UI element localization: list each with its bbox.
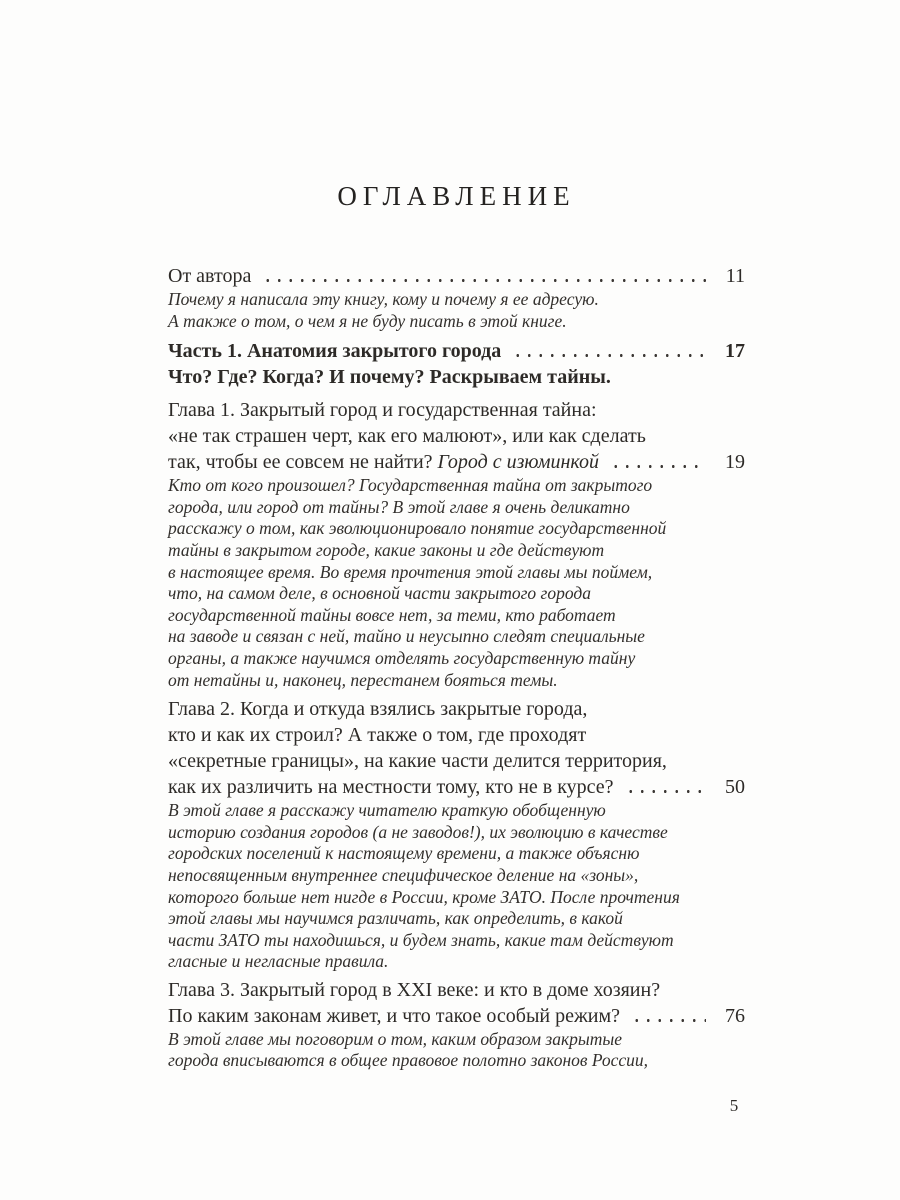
toc-entry-chapter3 [168,977,745,1072]
page-title: ОГЛАВЛЕНИЕ [337,181,576,211]
toc-entry-chapter2 [168,696,745,973]
entry-page-number: 17 [725,340,745,363]
entry-annotation [168,1029,745,1072]
annotation-line: на заводе и связан с ней, тайно и неусыпно следят специальные [168,626,645,647]
annotation-line: Кто от кого произошел? Государственная тайна от закрытого [168,475,653,496]
entry-label: От автора [168,265,252,287]
annotation-line: гласные и негласные правила. [168,951,389,972]
entry-annotation [168,289,745,332]
chapter-heading-line: Глава 1. Закрытый город и государственная тайна: [168,399,597,422]
toc-row [168,449,745,475]
annotation-line: А также о том, о чем я не буду писать в этой книге. [168,310,567,331]
annotation-line: Почему я написала эту книгу, кому и почему я ее адресую. [168,289,599,309]
entry-page-number: 11 [725,265,745,287]
toc-entry-part1 [168,338,745,390]
dot-leader [610,465,706,468]
annotation-line: города вписываются в общее правовое полотно законов России, [168,1050,649,1071]
annotation-line: тайны в закрытом городе, какие законы и где действуют [168,539,605,560]
chapter-heading-line: кто и как их строил? А также о том, где проходят [168,724,587,747]
annotation-line: расскажу о том, как эволюционировало понятие государственной [168,518,667,539]
chapter-heading-line: Глава 3. Закрытый город в XXI веке: и кто в доме хозяин? [168,978,661,1001]
annotation-line: города, или город от тайны? В этой главе я очень деликатно [168,496,630,517]
annotation-line: В этой главе мы поговорим о том, каким образом закрытые [168,1028,623,1049]
annotation-line: которого больше нет нигде в России, кроме ЗАТО. После прочтения [168,886,680,907]
dot-leader [262,279,706,282]
entry-annotation [168,475,745,691]
annotation-line: историю создания городов (а не заводов!), их эволюцию в качестве [168,821,668,842]
toc-row [168,263,745,289]
dot-leader [631,1019,706,1022]
chapter-heading-line: Глава 2. Когда и откуда взялись закрытые города, [168,698,588,721]
annotation-line: части ЗАТО ты находишься, и будем знать, какие там действуют [168,929,674,950]
annotation-line: государственной тайны вовсе нет, за теми, кто работает [168,604,616,625]
part-subtitle: Что? Где? Когда? И почему? Раскрываем тайны. [168,366,611,389]
toc-entry-author [168,263,745,332]
entry-label: Часть 1. Анатомия закрытого города [168,340,502,363]
chapter-heading-line: По каким законам живет, и что такое особый режим? [168,1004,621,1027]
folio-page-number: 5 [729,1096,739,1115]
annotation-line: органы, а также научимся отделять государственную тайну [168,647,636,668]
toc-entry-chapter1 [168,397,745,691]
entry-annotation [168,800,745,973]
dot-leader [625,790,706,793]
entry-page-number: 50 [725,776,745,799]
entry-page-number: 19 [725,451,745,474]
toc-row [168,1003,745,1029]
toc-row [168,774,745,800]
entry-page-number: 76 [725,1004,745,1027]
annotation-line: непосвященным внутреннее специфическое деление на «зоны», [168,864,639,885]
chapter-heading-line: «секретные границы», на какие части делится территория, [168,750,667,773]
annotation-line: В этой главе я расскажу читателю краткую обобщенную [168,800,606,821]
annotation-line: в настоящее время. Во время прочтения этой главы мы поймем, [168,561,653,582]
toc-row [168,338,745,364]
chapter-heading-em: Город с изюминкой [437,451,600,474]
chapter-heading-line: так, чтобы ее совсем не найти? [168,451,433,474]
chapter-heading-line: как их различить на местности тому, кто не в курсе? [168,776,614,799]
annotation-line: городских поселений к настоящему времени, а также объясню [168,843,640,864]
toc-content [168,0,745,1072]
annotation-line: что, на самом деле, в основной части закрытого города [168,583,591,604]
annotation-line: от нетайны и, наконец, перестанем бояться темы. [168,669,558,690]
dot-leader [512,354,706,357]
annotation-line: этой главы мы научимся различать, как определить, в какой [168,908,623,929]
chapter-heading-line: «не так страшен черт, как его малюют», или как сделать [168,425,646,448]
